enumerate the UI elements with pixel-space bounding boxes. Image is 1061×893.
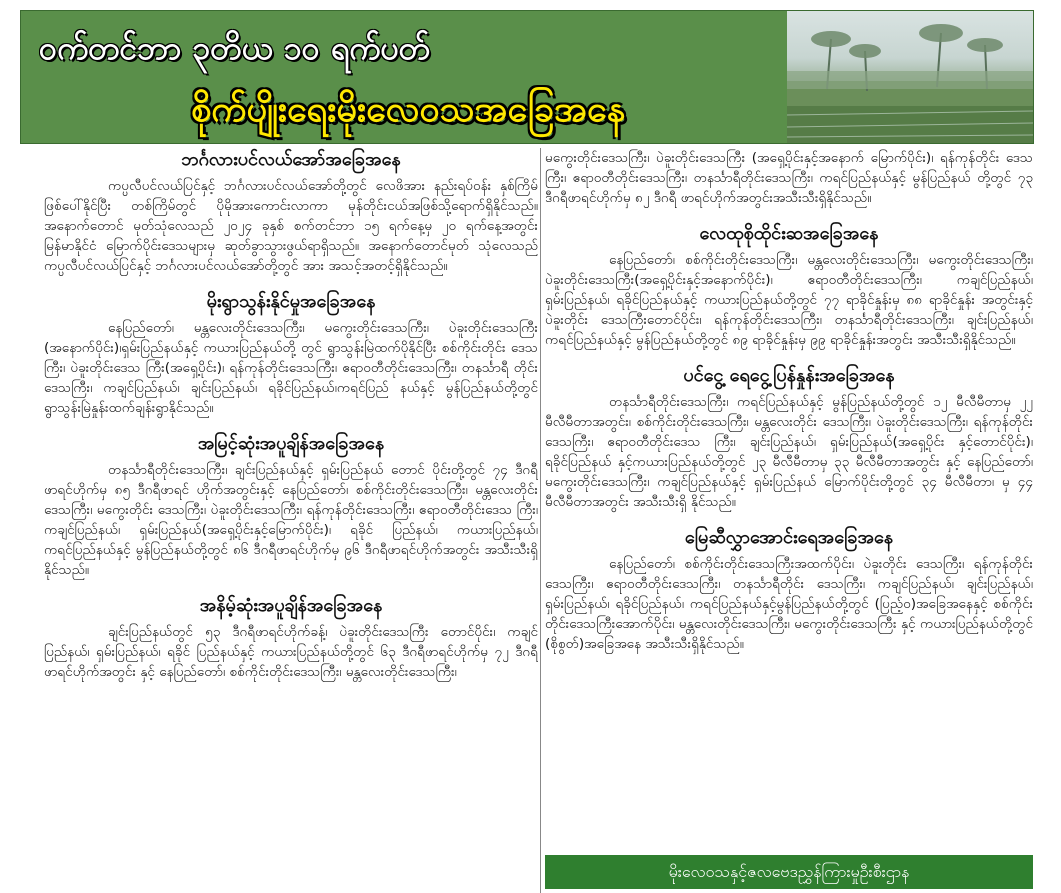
max-temperature-section bbox=[44, 432, 538, 580]
soil-moisture-body: နေပြည်တော်၊ စစ်ကိုင်းတိုင်းဒေသကြီးအထက်ပိုင်း၊ ပဲခူးတိုင်း ဒေသကြီး၊ ရန်ကုန်တိုင်း ဒေသကြီး၊ ဧရာဝတီတိုင်းဒေသကြီး၊ တနင်္သာရီတိုင်း ဒေသကြီး၊ ကချင်ပြည်နယ်၊ ချင်းပြည်နယ်၊ ရှမ်းပြည်နယ်၊ ရခိုင်ပြည်နယ်၊ ကရင်ပြည်နယ်နှင့်မွန်ပြည်နယ်တို့တွင် (ပြည့်ဝ)အခြေအနေနှင့် စစ်ကိုင်း တိုင်းဒေသကြီးအောက်ပိုင်း၊ မန္တလေးတိုင်းဒေသကြီး၊ မကွေးတိုင်းဒေသကြီး နှင့် ကယားပြည်နယ်တို့တွင် (စိုစွတ်)အခြေအနေ အသီးသီးရှိနိုင်သည်။ bbox=[545, 556, 1033, 652]
min-temperature-body-part2: မကွေးတိုင်းဒေသကြီး၊ ပဲခူးတိုင်းဒေသကြီး (အရှေ့ပိုင်းနှင့်အနောက် မြောက်ပိုင်း)၊ ရန်ကုန်တိုင်း ဒေသကြီး၊ ဧရာဝတီတိုင်းဒေသကြီး၊ တနင်္သာရီတိုင်းဒေသကြီး၊ ကရင်ပြည်နယ်နှင့် မွန်ပြည်နယ် တို့တွင် ၇၃ ဒီဂရီဖာရင်ဟိုက်မှ ၈၂ ဒီဂရီ ဖာရင်ဟိုက်အတွင်းအသီးသီးရှိနိုင်သည်။ bbox=[545, 150, 1033, 206]
min-temperature-heading: အနိမ့်ဆုံးအပူချိန်အခြေအနေ bbox=[199, 595, 383, 616]
left-column bbox=[44, 148, 538, 887]
wind-speed-body: နေပြည်တော်၊ စစ်ကိုင်းတိုင်းဒေသကြီး၊ မန္တလေးတိုင်းဒေသကြီး၊ မကွေးတိုင်းဒေသကြီး၊ ပဲခူးတိုင်းဒေသကြီး(အရှေ့ပိုင်းနှင့်အနောက်ပိုင်း)၊ ဧရာဝတီတိုင်းဒေသကြီး၊ ကချင်ပြည်နယ်၊ ရှမ်းပြည်နယ်၊ ရခိုင်ပြည်နယ်နှင့် ကယားပြည်နယ်တို့တွင် ၇၇ ရာခိုင်နှုန်းမှ ၈၈ ရာခိုင်နှုန်း အတွင်းနှင့် ပဲခူးတိုင်း ဒေသကြီးတောင်ပိုင်း၊ ရန်ကုန်တိုင်းဒေသကြီး၊ တနင်္သာရီတိုင်းဒေသကြီး၊ ချင်းပြည်နယ်၊ ကရင်ပြည်နယ်နှင့် မွန်ပြည်နယ်တို့တွင် ၈၉ ရာခိုင်နှုန်းမှ ၉၉ ရာခိုင်နှုန်းအတွင်း အသီးသီးရှိနိုင်သည်။ bbox=[545, 252, 1033, 348]
department-credit: မိုးလေဝသနှင့်ဇလဗေဒညွှန်ကြားမှုဦးစီးဌာန bbox=[545, 855, 1033, 889]
evaporation-section bbox=[545, 364, 1033, 512]
min-temperature-continued bbox=[545, 148, 1033, 208]
evaporation-body: တနင်္သာရီတိုင်းဒေသကြီး၊ ကရင်ပြည်နယ်နှင့် မွန်ပြည်နယ်တို့တွင် ၁၂ မီလီမီတာမှ ၂၂ မီလီမီတာအတွင်း၊ စစ်ကိုင်းတိုင်းဒေသကြီး၊ မန္တလေးတိုင်း ဒေသကြီး၊ ပဲခူးတိုင်းဒေသကြီး၊ ရန်ကုန်တိုင်းဒေသကြီး၊ ဧရာဝတီတိုင်းဒေသ ကြီး၊ ချင်းပြည်နယ်၊ ရှမ်းပြည်နယ်(အရှေ့ပိုင်း နှင့်တောင်ပိုင်း)၊ ရခိုင်ပြည်နယ် နှင့်ကယားပြည်နယ်တို့တွင် ၂၃ မီလီမီတာမှ ၃၃ မီလီမီတာအတွင်း နှင့် နေပြည်တော်၊ မကွေးတိုင်းဒေသကြီး၊ ကချင်ပြည်နယ်နှင့် ရှမ်းပြည်နယ် မြောက်ပိုင်းတို့တွင် ၃၄ မီလီမီတာ၊ မှ ၄၄ မီလီမီတာအတွင်း အသီးသီးရှိ နိုင်သည်။ bbox=[545, 394, 1033, 510]
bay-of-bengal-heading: ဘင်္ဂလားပင်လယ်အော်အခြေအနေ bbox=[181, 149, 401, 170]
soil-moisture-heading: မြေဆီလွှာအောင်းရေအခြေအနေ bbox=[684, 527, 894, 548]
rain-distribution-section bbox=[44, 290, 538, 418]
soil-moisture-section bbox=[545, 526, 1033, 654]
bay-of-bengal-section bbox=[44, 148, 538, 276]
min-temperature-body-part1: ချင်းပြည်နယ်တွင် ၅၃ ဒီဂရီဖာရင်ဟိုက်ခန့်၊ ပဲခူးတိုင်းဒေသကြီး တောင်ပိုင်း၊ ကချင် ပြည်နယ်၊ ရှမ်းပြည်နယ်၊ ရခိုင် ပြည်နယ်နှင့် ကယားပြည်နယ်တို့တွင် ၆၃ ဒီဂရီဖာရင်ဟိုက်မှ ၇၂ ဒီဂရီဖာရင်ဟိုက်အတွင်း နှင့် နေပြည်တော်၊ စစ်ကိုင်းတိုင်းဒေသကြီး၊ မန္တလေးတိုင်းဒေသကြီး၊ bbox=[44, 624, 538, 680]
bulletin-date: ဝက်တင်ဘာ ၃တိယ ၁ဝ ရက်ပတ် bbox=[39, 29, 430, 67]
evaporation-heading: ပင်ငွေ့ ရေငွေ့ပြန်နှုန်းအခြေအနေ bbox=[683, 365, 895, 386]
bay-of-bengal-body: ကပ္ပလီပင်လယ်ပြင်နှင့် ဘင်္ဂလားပင်လယ်အော်တို့တွင် လေဖိအား နည်းရပ်ဝန်း နှစ်ကြိမ် ဖြစ်ပေါ်နိုင်ပြီး တစ်ကြိမ်တွင် ပိုမိုအားကောင်းလာကာ မုန်တိုင်းငယ်အဖြစ်သို့ရောက်ရှိနိုင်သည်။ အနောက်တောင် မုတ်သုံလေသည် ၂၀၂၄ ခုနှစ် စက်တင်ဘာ ၁၅ ရက်နေ့မှ ၂၀ ရက်နေ့အတွင်း မြန်မာနိုင်ငံ မြောက်ပိုင်းဒေသများမှ ဆုတ်ခွာသွားဖွယ်ရာရှိသည်။ အနောက်တောင်မုတ် သုံလေသည် ကပ္ပလီပင်လယ်ပြင်နှင့် ဘင်္ဂလားပင်လယ်အော်တို့တွင် အား အသင့်အတင့်ရှိနိုင်သည်။ bbox=[44, 178, 538, 274]
min-temperature-section bbox=[44, 594, 538, 682]
rain-distribution-heading: မိုးရွာသွန်းနိုင်မှုအခြေအနေ bbox=[206, 291, 376, 312]
right-column bbox=[545, 148, 1033, 887]
max-temperature-body: တနင်္သာရီတိုင်းဒေသကြီး၊ ချင်းပြည်နယ်နှင့် ရှမ်းပြည်နယ် တောင် ပိုင်းတို့တွင် ၇၄ ဒီဂရီဖာရင်ဟိုက်မှ ၈၅ ဒီဂရီဖာရင် ဟိုက်အတွင်းနှင့် နေပြည်တော်၊ စစ်ကိုင်းတိုင်းဒေသကြီး၊ မန္တလေးတိုင်းဒေသကြီး၊ မကွေးတိုင်း ဒေသကြီး၊ ပဲခူးတိုင်းဒေသကြီး၊ ရန်ကုန်တိုင်းဒေသကြီး၊ ဧရာဝတီတိုင်းဒေသ ကြီး၊ ကချင်ပြည်နယ်၊ ရှမ်းပြည်နယ်(အရှေ့ပိုင်းနှင့်မြောက်ပိုင်း)၊ ရခိုင် ပြည်နယ်၊ ကယားပြည်နယ်၊ ကရင်ပြည်နယ်နှင့် မွန်ပြည်နယ်တို့တွင် ၈၆ ဒီဂရီဖာရင်ဟိုက်မှ ၉၆ ဒီဂရီဖာရင်ဟိုက်အတွင်း အသီးသီးရှိနိုင်သည်။ bbox=[44, 462, 538, 578]
palm-trees-illustration bbox=[787, 11, 1034, 144]
bulletin-title: စိုက်ပျိုးရေးမိုးလေဝသအခြေအနေ bbox=[191, 89, 626, 130]
rain-field-photo bbox=[787, 11, 1034, 144]
max-temperature-heading: အမြင့်ဆုံးအပူချိန်အခြေအနေ bbox=[197, 433, 385, 454]
wind-speed-section bbox=[545, 222, 1033, 350]
header-banner bbox=[20, 10, 1034, 144]
wind-speed-heading: လေထုစိုထိုင်းဆအခြေအနေ bbox=[699, 223, 879, 244]
rain-distribution-body: နေပြည်တော်၊ မန္တလေးတိုင်းဒေသကြီး၊ မကွေးတိုင်းဒေသကြီး၊ ပဲခူးတိုင်းဒေသကြီး (အနောက်ပိုင်း)၊ရှမ်းပြည်နယ်နှင့် ကယားပြည်နယ်တို့ တွင် ရွာသွန်းမြဲထက်ပိုနိုင်ပြီး စစ်ကိုင်းတိုင်း ဒေသကြီး၊ ပဲခူးတိုင်းဒေသ ကြီး(အရှေ့ပိုင်း)၊ ရန်ကုန်တိုင်းဒေသကြီး၊ ဧရာဝတီတိုင်းဒေသကြီး၊ တနင်္သာရီ တိုင်းဒေသကြီး၊ ကချင်ပြည်နယ်၊ ချင်းပြည်နယ်၊ ရခိုင်ပြည်နယ်၊ကရင်ပြည် နယ်နှင့် မွန်ပြည်နယ်တို့တွင် ရွာသွန်းမြဲနှုန်းထက်ချန်းရွာနိုင်သည်။ bbox=[44, 320, 538, 416]
column-divider bbox=[540, 148, 541, 893]
